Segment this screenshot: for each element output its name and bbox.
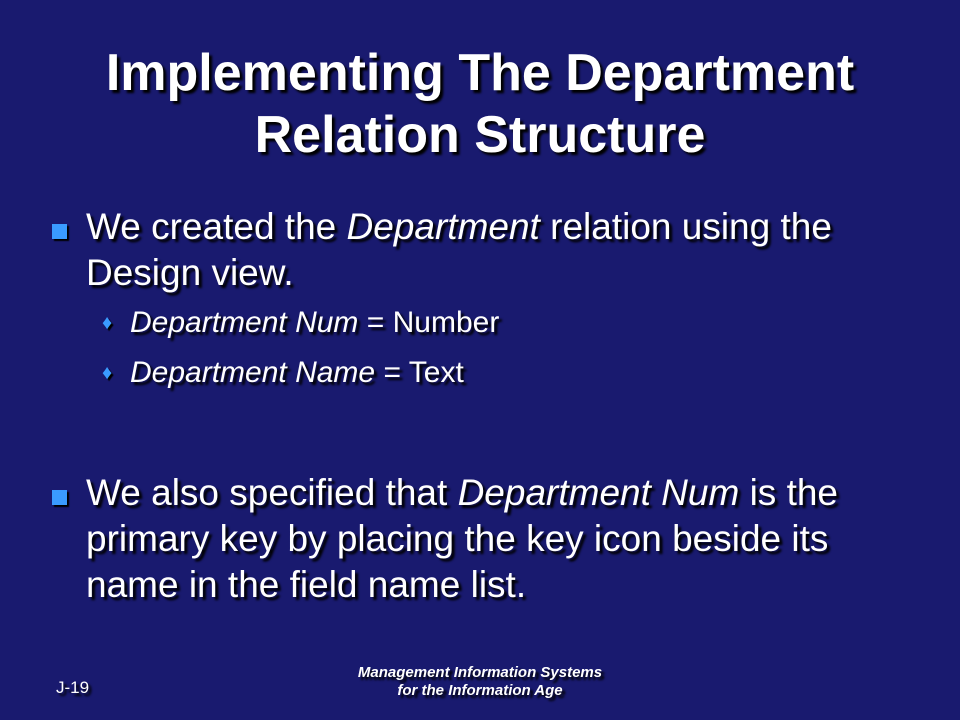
sub-bullet-item-1 — [52, 298, 912, 348]
bullet-1-em: Department — [346, 206, 540, 247]
sub-bullet-2-post: = Text — [375, 356, 464, 389]
footer-caption — [330, 664, 630, 700]
footer-line1: Management Information Systems — [357, 664, 603, 681]
slide-title — [0, 42, 960, 166]
bullet-item-2 — [52, 470, 912, 608]
sub-bullet-item-2 — [52, 348, 912, 398]
footer-line2: for the Information Age — [397, 682, 563, 699]
slide-title-line1: Implementing The Department — [105, 44, 855, 102]
bullet-1-pre: We created the — [86, 206, 347, 247]
sub-bullet-1-post: = Number — [358, 306, 500, 339]
diamond-bullet-icon: ♦ — [102, 362, 113, 384]
bullet-item-1 — [52, 204, 912, 296]
bullet-list — [52, 204, 912, 608]
bullet-2-post: is the primary key by placing the key icon beside its name in the field name list. — [86, 472, 839, 605]
sub-bullet-1-em: Department Num — [130, 306, 359, 339]
square-bullet-icon — [52, 224, 67, 239]
spacer — [52, 398, 912, 452]
diamond-bullet-icon: ♦ — [102, 312, 113, 334]
slide-number: J-19 — [56, 678, 90, 697]
slide-title-line2: Relation Structure — [254, 106, 706, 164]
sub-bullet-2-em: Department Name — [130, 356, 376, 389]
bullet-2-em: Department Num — [457, 472, 740, 513]
bullet-2-pre: We also specified that — [86, 472, 458, 513]
square-bullet-icon — [52, 490, 67, 505]
bullet-1-post: relation using the Design view. — [86, 206, 832, 293]
